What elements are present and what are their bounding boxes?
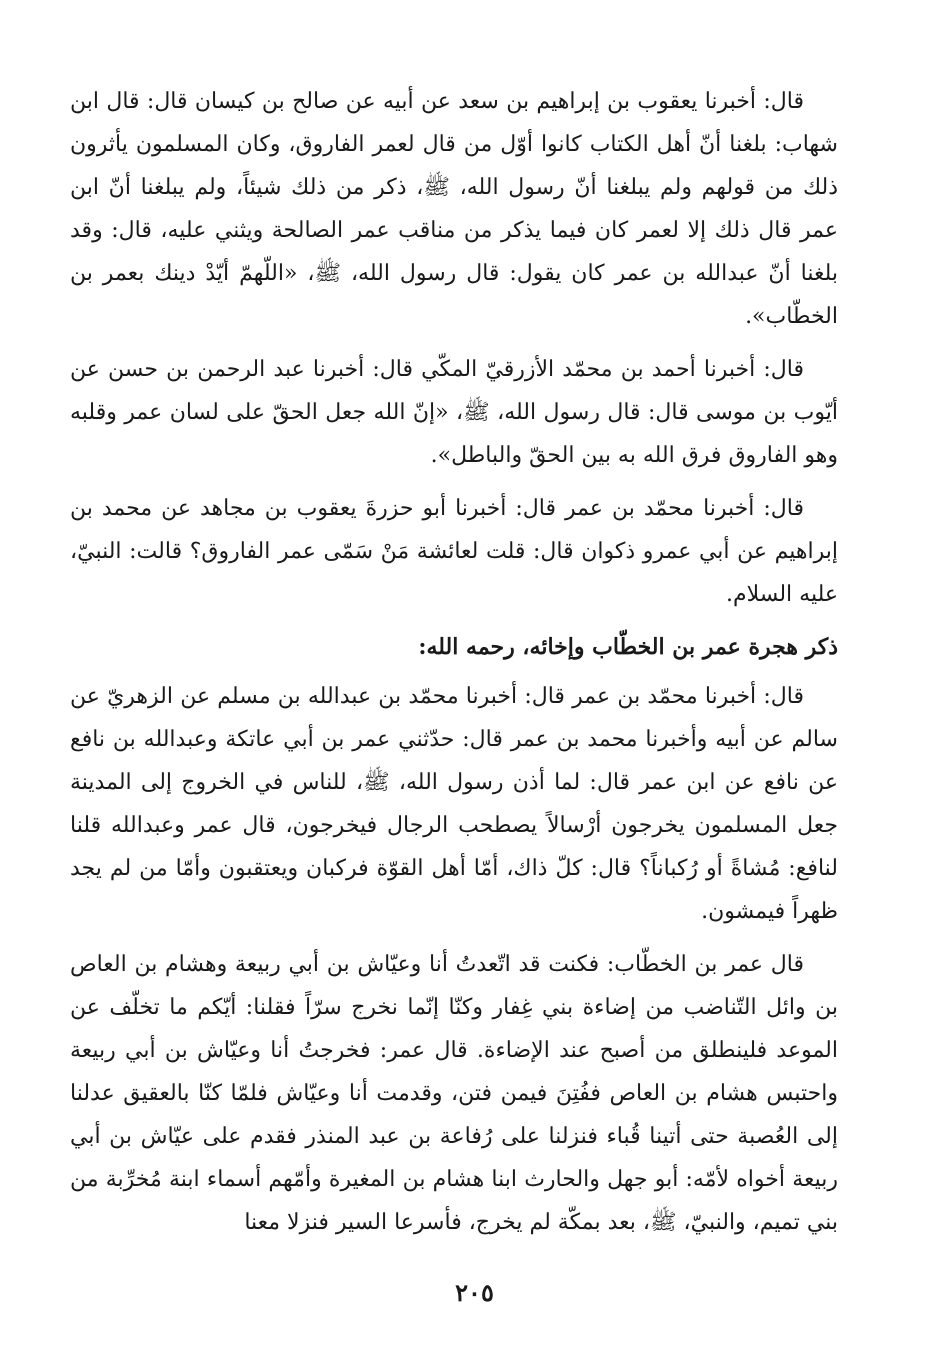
section-heading: ذكر هجرة عمر بن الخطّاب وإخائه، رحمه الله: bbox=[418, 634, 838, 660]
paragraph-4: قال: أخبرنا محمّد بن عمر قال: أخبرنا محمّد بن عبدالله بن مسلم عن الزهريّ عن سالم عن أبيه وأخبرنا محمد بن عمر قال: حدّثني عمر بن أبي عاتكة وعبدالله بن نافع عن نافع عن ابن عمر قال: لما أذن رسول الله، ﷺ، للناس في الخروج إلى المدينة جعل المسلمون يخرجون أرْسالاً يصطحب الرجال فيخرجون، قال عمر وعبدالله قلنا لنافع: مُشاةً أو رُكباناً؟ قال: كلّ ذاك، أمّا أهل القوّة فركبان ويعتقبون وأمّا من لم يجد ظهراً فيمشون. bbox=[70, 684, 838, 924]
paragraph-5: قال عمر بن الخطّاب: فكنت قد اتّعدتُ أنا وعيّاش بن أبي ربيعة وهشام بن العاص بن وائل التّناضب من إضاءة بني غِفار وكنّا إنّما نخرج سرّاً فقلنا: أيّكم ما تخلّف عن الموعد فلينطلق من أصبح عند الإضاءة. قال عمر: فخرجتُ أنا وعيّاش بن أبي ربيعة واحتبس هشام بن العاص ففُتِنَ فيمن فتن، وقدمت أنا وعيّاش فلمّا كنّا بالعقيق عدلنا إلى العُصبة حتى أتينا قُباء فنزلنا على رُفاعة بن عبد المنذر فقدم على عيّاش بن أبي ربيعة أخواه لأمّه: أبو جهل والحارث ابنا هشام بن المغيرة وأمّهم أسماء ابنة مُخرِّبة من بني تميم، والنبيّ، ﷺ، بعد بمكّة لم يخرج، فأسرعا السير فنزلا معنا bbox=[70, 952, 838, 1235]
page-number: ٢٠٥ bbox=[455, 1278, 494, 1307]
paragraph-1: قال: أخبرنا يعقوب بن إبراهيم بن سعد عن أبيه عن صالح بن كيسان قال: قال ابن شهاب: بلغنا أنّ أهل الكتاب كانوا أوّل من قال لعمر الفاروق، وكان المسلمون يأثرون ذلك من قولهم ولم يبلغنا أنّ رسول الله، ﷺ، ذكر من ذلك شيئاً، ولم يبلغنا أنّ ابن عمر قال ذلك إلا لعمر كان فيما يذكر من مناقب عمر الصالحة ويثني عليه، قال: وقد بلغنا أنّ عبدالله بن عمر كان يقول: قال رسول الله، ﷺ، «اللّهمّ أيّدْ دينك بعمر بن الخطّاب». bbox=[70, 89, 838, 329]
page-body bbox=[70, 80, 838, 1350]
paragraph-3: قال: أخبرنا محمّد بن عمر قال: أخبرنا أبو حزرةَ يعقوب بن مجاهد عن محمد بن إبراهيم عن أبي عمرو ذكوان قال: قلت لعائشة مَنْ سَمّى عمر الفاروق؟ قالت: النبيّ، عليه السلام. bbox=[70, 496, 838, 607]
paragraph-2: قال: أخبرنا أحمد بن محمّد الأزرقيّ المكّي قال: أخبرنا عبد الرحمن بن حسن عن أيّوب بن موسى قال: قال رسول الله، ﷺ، «إنّ الله جعل الحقّ على لسان عمر وقلبه وهو الفاروق فرق الله به بين الحقّ والباطل». bbox=[70, 357, 838, 468]
